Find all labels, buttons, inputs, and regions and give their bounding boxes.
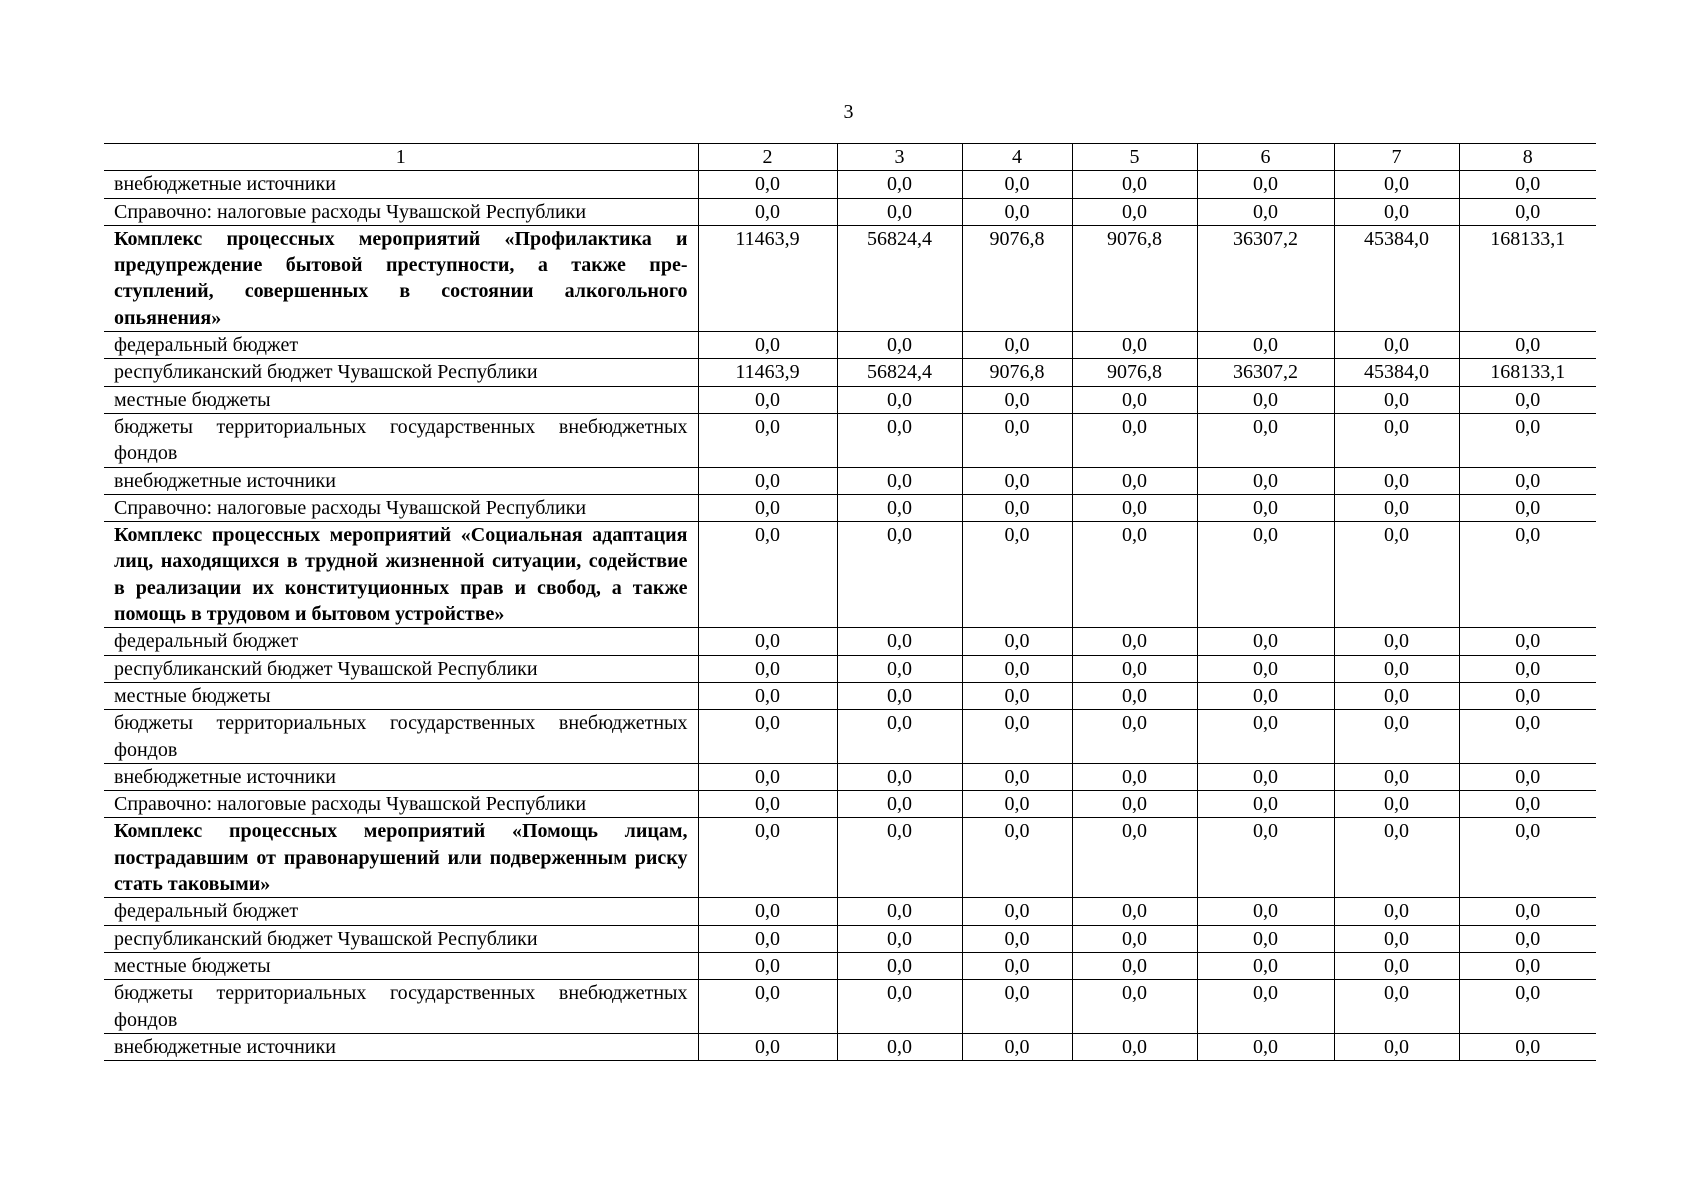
value-cell-col-4: 0,0: [962, 386, 1072, 413]
value-cell-col-3: 0,0: [837, 494, 962, 521]
value-cell-col-5: 0,0: [1072, 980, 1197, 1034]
row-label: Справочно: налоговые расходы Чувашской Республики: [104, 198, 698, 225]
value-cell-col-8: 0,0: [1459, 628, 1596, 655]
value-cell-col-6: 0,0: [1197, 494, 1334, 521]
value-cell-col-5: 0,0: [1072, 925, 1197, 952]
value-cell-col-8: 0,0: [1459, 925, 1596, 952]
value-cell-col-3: 0,0: [837, 898, 962, 925]
value-cell-col-3: 0,0: [837, 198, 962, 225]
value-cell-col-6: 0,0: [1197, 386, 1334, 413]
table-row: [104, 952, 1596, 979]
row-label: внебюджетные источники: [104, 763, 698, 790]
table-row: [104, 898, 1596, 925]
value-cell-col-6: 0,0: [1197, 710, 1334, 764]
table-row: [104, 386, 1596, 413]
value-cell-col-4: 9076,8: [962, 225, 1072, 331]
value-cell-col-3: 0,0: [837, 710, 962, 764]
value-cell-col-2: 0,0: [698, 763, 837, 790]
value-cell-col-2: 0,0: [698, 467, 837, 494]
value-cell-col-8: 0,0: [1459, 171, 1596, 198]
value-cell-col-5: 0,0: [1072, 467, 1197, 494]
value-cell-col-4: 0,0: [962, 763, 1072, 790]
table-row: [104, 655, 1596, 682]
value-cell-col-4: 0,0: [962, 980, 1072, 1034]
value-cell-col-3: 0,0: [837, 413, 962, 467]
value-cell-col-6: 0,0: [1197, 655, 1334, 682]
table-row: [104, 413, 1596, 467]
value-cell-col-2: 0,0: [698, 655, 837, 682]
value-cell-col-6: 0,0: [1197, 682, 1334, 709]
value-cell-col-3: 0,0: [837, 386, 962, 413]
program-row: [104, 818, 1596, 898]
value-cell-col-3: 0,0: [837, 171, 962, 198]
column-header-4: 4: [962, 144, 1072, 171]
budget-table: [104, 143, 1596, 1061]
table-row: [104, 198, 1596, 225]
row-label: федеральный бюджет: [104, 628, 698, 655]
program-title: Комплекс процессных мероприятий «Помощь лицам, пострадавшим от правонарушений или подверженным риску стать таковыми»: [104, 818, 698, 898]
value-cell-col-6: 0,0: [1197, 791, 1334, 818]
value-cell-col-2: 0,0: [698, 413, 837, 467]
value-cell-col-7: 0,0: [1334, 628, 1459, 655]
value-cell-col-4: 0,0: [962, 494, 1072, 521]
table-row: [104, 682, 1596, 709]
value-cell-col-8: 168133,1: [1459, 225, 1596, 331]
value-cell-col-2: 11463,9: [698, 359, 837, 386]
program-title: Комплекс процессных мероприятий «Социальная адаптация лиц, находящихся в трудной жизненной ситуации, содействие в реализации их конституционных прав и свобод, а также помощь в трудовом и бытовом устройстве»: [104, 522, 698, 628]
value-cell-col-6: 0,0: [1197, 198, 1334, 225]
value-cell-col-2: 0,0: [698, 791, 837, 818]
value-cell-col-7: 0,0: [1334, 1033, 1459, 1060]
row-label: Справочно: налоговые расходы Чувашской Республики: [104, 494, 698, 521]
row-label: Справочно: налоговые расходы Чувашской Республики: [104, 791, 698, 818]
value-cell-col-5: 0,0: [1072, 1033, 1197, 1060]
row-label: внебюджетные источники: [104, 1033, 698, 1060]
value-cell-col-7: 0,0: [1334, 386, 1459, 413]
value-cell-col-7: 0,0: [1334, 655, 1459, 682]
table-row: [104, 359, 1596, 386]
value-cell-col-8: 0,0: [1459, 952, 1596, 979]
value-cell-col-7: 45384,0: [1334, 225, 1459, 331]
row-label: республиканский бюджет Чувашской Республики: [104, 925, 698, 952]
table-row: [104, 494, 1596, 521]
value-cell-col-4: 0,0: [962, 1033, 1072, 1060]
value-cell-col-5: 9076,8: [1072, 359, 1197, 386]
value-cell-col-5: 0,0: [1072, 682, 1197, 709]
value-cell-col-7: 0,0: [1334, 522, 1459, 628]
value-cell-col-6: 0,0: [1197, 763, 1334, 790]
row-label: местные бюджеты: [104, 682, 698, 709]
value-cell-col-7: 0,0: [1334, 413, 1459, 467]
value-cell-col-4: 0,0: [962, 791, 1072, 818]
value-cell-col-4: 0,0: [962, 682, 1072, 709]
value-cell-col-3: 0,0: [837, 818, 962, 898]
value-cell-col-4: 0,0: [962, 628, 1072, 655]
row-label: местные бюджеты: [104, 386, 698, 413]
value-cell-col-8: 0,0: [1459, 980, 1596, 1034]
value-cell-col-8: 0,0: [1459, 386, 1596, 413]
row-label: внебюджетные источники: [104, 467, 698, 494]
value-cell-col-5: 0,0: [1072, 898, 1197, 925]
value-cell-col-2: 0,0: [698, 818, 837, 898]
column-header-2: 2: [698, 144, 837, 171]
value-cell-col-7: 0,0: [1334, 494, 1459, 521]
row-label: бюджеты территориальных государственных внебюджетных фондов: [104, 710, 698, 764]
value-cell-col-7: 0,0: [1334, 710, 1459, 764]
value-cell-col-3: 0,0: [837, 952, 962, 979]
value-cell-col-5: 0,0: [1072, 494, 1197, 521]
value-cell-col-7: 0,0: [1334, 171, 1459, 198]
value-cell-col-8: 168133,1: [1459, 359, 1596, 386]
table-row: [104, 171, 1596, 198]
value-cell-col-2: 0,0: [698, 522, 837, 628]
value-cell-col-7: 0,0: [1334, 467, 1459, 494]
value-cell-col-8: 0,0: [1459, 467, 1596, 494]
value-cell-col-4: 0,0: [962, 898, 1072, 925]
value-cell-col-7: 0,0: [1334, 980, 1459, 1034]
value-cell-col-8: 0,0: [1459, 710, 1596, 764]
value-cell-col-3: 0,0: [837, 763, 962, 790]
value-cell-col-4: 0,0: [962, 413, 1072, 467]
row-label: республиканский бюджет Чувашской Республики: [104, 359, 698, 386]
value-cell-col-2: 0,0: [698, 494, 837, 521]
table-row: [104, 980, 1596, 1034]
table-row: [104, 628, 1596, 655]
value-cell-col-4: 0,0: [962, 655, 1072, 682]
value-cell-col-7: 45384,0: [1334, 359, 1459, 386]
value-cell-col-5: 0,0: [1072, 198, 1197, 225]
value-cell-col-6: 0,0: [1197, 818, 1334, 898]
value-cell-col-6: 36307,2: [1197, 359, 1334, 386]
value-cell-col-5: 0,0: [1072, 791, 1197, 818]
value-cell-col-3: 56824,4: [837, 225, 962, 331]
value-cell-col-3: 0,0: [837, 791, 962, 818]
value-cell-col-2: 0,0: [698, 898, 837, 925]
value-cell-col-6: 0,0: [1197, 898, 1334, 925]
value-cell-col-2: 0,0: [698, 628, 837, 655]
value-cell-col-8: 0,0: [1459, 791, 1596, 818]
value-cell-col-6: 36307,2: [1197, 225, 1334, 331]
table-row: [104, 467, 1596, 494]
table-row: [104, 332, 1596, 359]
value-cell-col-6: 0,0: [1197, 1033, 1334, 1060]
value-cell-col-3: 0,0: [837, 925, 962, 952]
column-header-7: 7: [1334, 144, 1459, 171]
value-cell-col-3: 0,0: [837, 655, 962, 682]
value-cell-col-7: 0,0: [1334, 791, 1459, 818]
value-cell-col-6: 0,0: [1197, 467, 1334, 494]
value-cell-col-8: 0,0: [1459, 655, 1596, 682]
value-cell-col-7: 0,0: [1334, 763, 1459, 790]
row-label: федеральный бюджет: [104, 332, 698, 359]
value-cell-col-2: 0,0: [698, 925, 837, 952]
value-cell-col-7: 0,0: [1334, 682, 1459, 709]
value-cell-col-2: 0,0: [698, 710, 837, 764]
value-cell-col-3: 0,0: [837, 1033, 962, 1060]
value-cell-col-5: 0,0: [1072, 763, 1197, 790]
value-cell-col-5: 0,0: [1072, 710, 1197, 764]
value-cell-col-4: 0,0: [962, 467, 1072, 494]
row-label: республиканский бюджет Чувашской Республики: [104, 655, 698, 682]
column-header-3: 3: [837, 144, 962, 171]
value-cell-col-3: 0,0: [837, 682, 962, 709]
value-cell-col-4: 0,0: [962, 522, 1072, 628]
value-cell-col-4: 0,0: [962, 198, 1072, 225]
program-row: [104, 225, 1596, 331]
value-cell-col-6: 0,0: [1197, 952, 1334, 979]
table-row: [104, 1033, 1596, 1060]
value-cell-col-8: 0,0: [1459, 682, 1596, 709]
value-cell-col-8: 0,0: [1459, 898, 1596, 925]
value-cell-col-8: 0,0: [1459, 198, 1596, 225]
value-cell-col-5: 0,0: [1072, 952, 1197, 979]
value-cell-col-5: 0,0: [1072, 655, 1197, 682]
table-header-row: [104, 144, 1596, 171]
table-row: [104, 791, 1596, 818]
program-row: [104, 522, 1596, 628]
value-cell-col-3: 0,0: [837, 332, 962, 359]
value-cell-col-3: 0,0: [837, 522, 962, 628]
value-cell-col-6: 0,0: [1197, 628, 1334, 655]
value-cell-col-2: 0,0: [698, 980, 837, 1034]
value-cell-col-6: 0,0: [1197, 980, 1334, 1034]
value-cell-col-7: 0,0: [1334, 332, 1459, 359]
value-cell-col-2: 0,0: [698, 332, 837, 359]
row-label: внебюджетные источники: [104, 171, 698, 198]
value-cell-col-5: 9076,8: [1072, 225, 1197, 331]
page-number: 3: [843, 101, 854, 123]
value-cell-col-4: 0,0: [962, 171, 1072, 198]
value-cell-col-5: 0,0: [1072, 628, 1197, 655]
value-cell-col-3: 0,0: [837, 467, 962, 494]
value-cell-col-4: 0,0: [962, 332, 1072, 359]
value-cell-col-3: 0,0: [837, 980, 962, 1034]
value-cell-col-5: 0,0: [1072, 413, 1197, 467]
row-label: бюджеты территориальных государственных внебюджетных фондов: [104, 413, 698, 467]
value-cell-col-3: 56824,4: [837, 359, 962, 386]
value-cell-col-8: 0,0: [1459, 413, 1596, 467]
value-cell-col-2: 0,0: [698, 952, 837, 979]
value-cell-col-4: 9076,8: [962, 359, 1072, 386]
value-cell-col-6: 0,0: [1197, 332, 1334, 359]
value-cell-col-8: 0,0: [1459, 1033, 1596, 1060]
row-label: бюджеты территориальных государственных внебюджетных фондов: [104, 980, 698, 1034]
value-cell-col-2: 0,0: [698, 198, 837, 225]
value-cell-col-8: 0,0: [1459, 332, 1596, 359]
value-cell-col-6: 0,0: [1197, 171, 1334, 198]
value-cell-col-6: 0,0: [1197, 522, 1334, 628]
value-cell-col-8: 0,0: [1459, 818, 1596, 898]
value-cell-col-4: 0,0: [962, 925, 1072, 952]
value-cell-col-2: 0,0: [698, 171, 837, 198]
value-cell-col-6: 0,0: [1197, 413, 1334, 467]
value-cell-col-5: 0,0: [1072, 171, 1197, 198]
value-cell-col-5: 0,0: [1072, 818, 1197, 898]
value-cell-col-5: 0,0: [1072, 522, 1197, 628]
value-cell-col-8: 0,0: [1459, 494, 1596, 521]
column-header-8: 8: [1459, 144, 1596, 171]
value-cell-col-6: 0,0: [1197, 925, 1334, 952]
value-cell-col-8: 0,0: [1459, 763, 1596, 790]
value-cell-col-4: 0,0: [962, 952, 1072, 979]
value-cell-col-7: 0,0: [1334, 925, 1459, 952]
value-cell-col-5: 0,0: [1072, 332, 1197, 359]
value-cell-col-5: 0,0: [1072, 386, 1197, 413]
column-header-1: 1: [104, 144, 698, 171]
value-cell-col-2: 0,0: [698, 386, 837, 413]
value-cell-col-7: 0,0: [1334, 198, 1459, 225]
value-cell-col-8: 0,0: [1459, 522, 1596, 628]
program-title: Комплекс процессных мероприятий «Профилактика и предупреждение бытовой преступности, а также преступлений, совершенных в состоянии алкогольного опьянения»: [104, 225, 698, 331]
value-cell-col-4: 0,0: [962, 818, 1072, 898]
value-cell-col-7: 0,0: [1334, 952, 1459, 979]
table-row: [104, 925, 1596, 952]
row-label: местные бюджеты: [104, 952, 698, 979]
column-header-6: 6: [1197, 144, 1334, 171]
value-cell-col-2: 0,0: [698, 1033, 837, 1060]
value-cell-col-2: 11463,9: [698, 225, 837, 331]
table-row: [104, 763, 1596, 790]
column-header-5: 5: [1072, 144, 1197, 171]
value-cell-col-2: 0,0: [698, 682, 837, 709]
value-cell-col-4: 0,0: [962, 710, 1072, 764]
table-row: [104, 710, 1596, 764]
value-cell-col-7: 0,0: [1334, 818, 1459, 898]
value-cell-col-3: 0,0: [837, 628, 962, 655]
row-label: федеральный бюджет: [104, 898, 698, 925]
value-cell-col-7: 0,0: [1334, 898, 1459, 925]
